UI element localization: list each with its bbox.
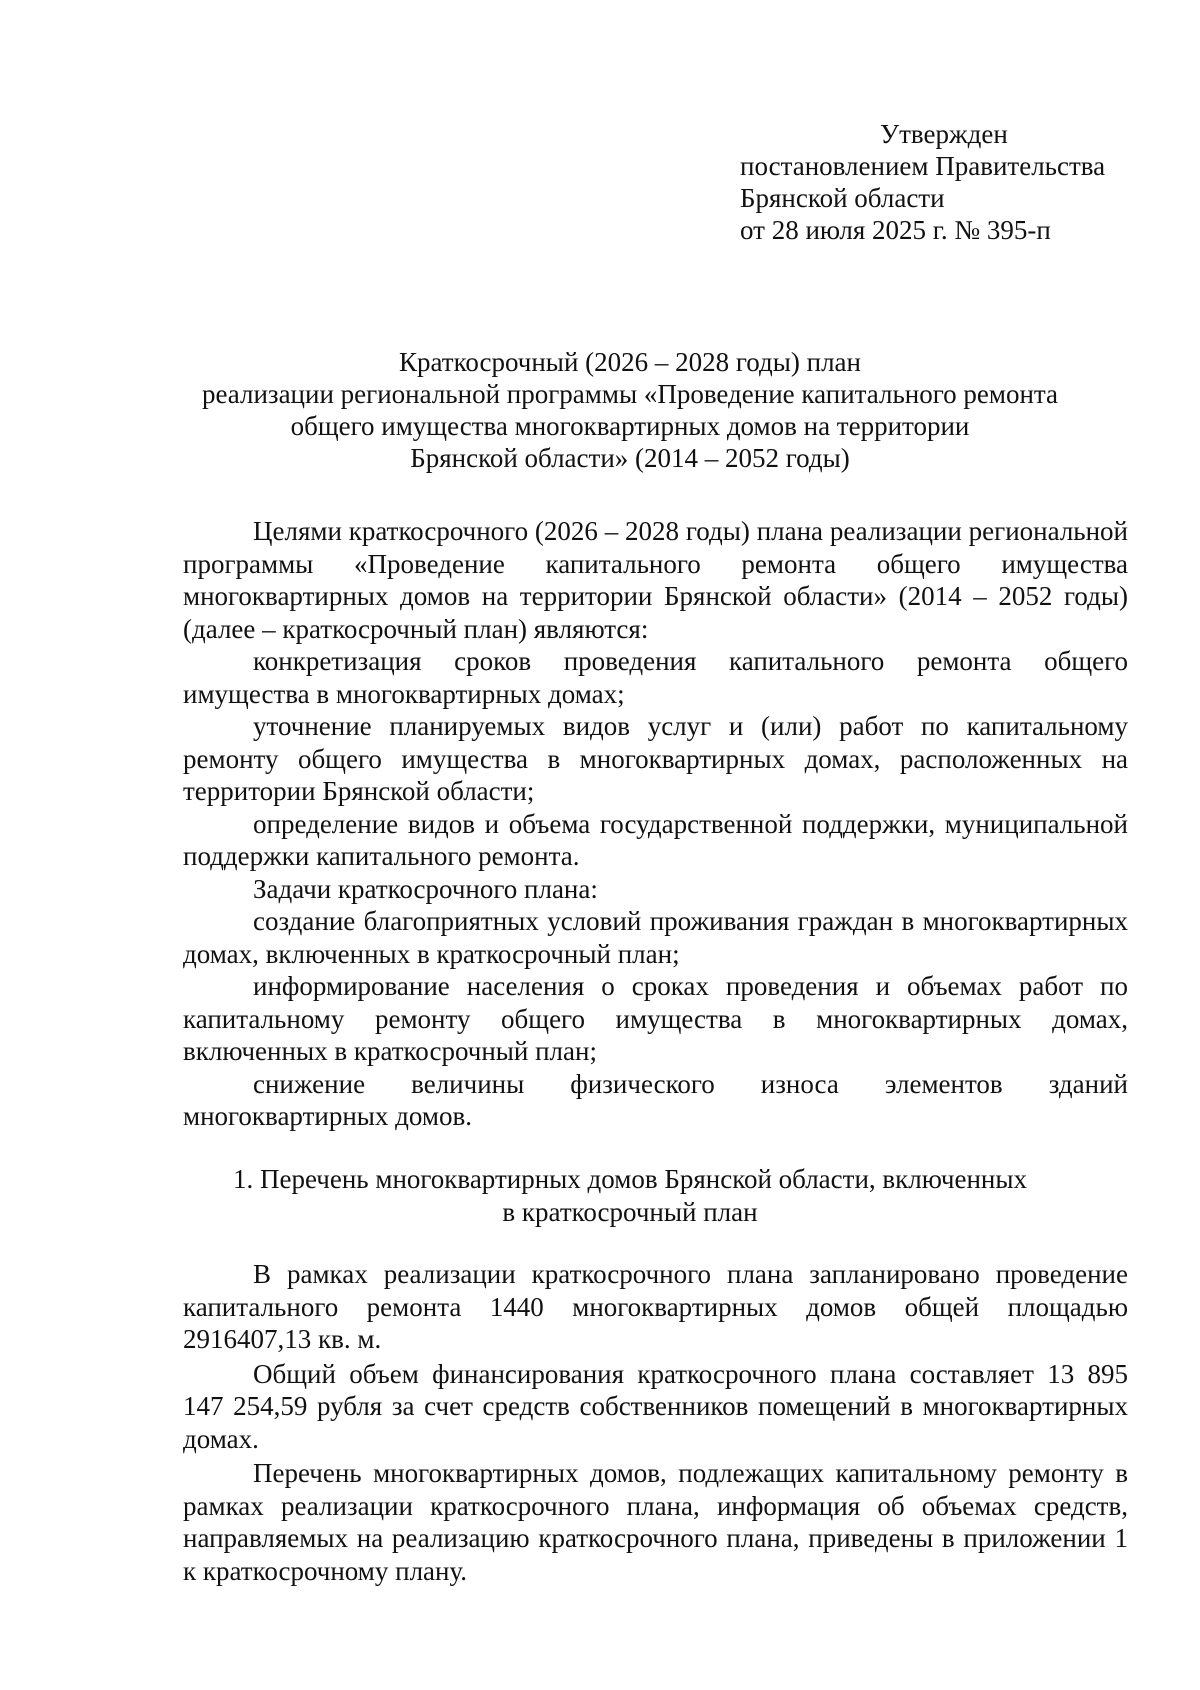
section-1-heading-line-1: 1. Перечень многоквартирных домов Брянской области, включенных: [233, 1164, 1027, 1194]
document-title: [180, 346, 1080, 474]
section-1-paragraph: Перечень многоквартирных домов, подлежащих капитальному ремонту в рамках реализации краткосрочного плана, информация об объемах средств, направляемых на реализацию краткосрочного плана, приведены в приложении 1 к краткосрочному плану.: [183, 1458, 1128, 1586]
goal-item: конкретизация сроков проведения капитального ремонта общего имущества в многоквартирных домах;: [183, 646, 1128, 709]
goal-item: уточнение планируемых видов услуг и (или) работ по капитальному ремонту общего имущества в многоквартирных домах, расположенных на территории Брянской области;: [183, 711, 1128, 806]
goals-intro-paragraph: Целями краткосрочного (2026 – 2028 годы) плана реализации региональной программы «Проведение капитального ремонта общего имущества многоквартирных домов на территории Брянской области» (2014 – 2052 годы) (далее – краткосрочный план) являются:: [183, 516, 1128, 644]
section-1-body: [183, 1258, 1128, 1589]
approval-stamp: [740, 118, 1105, 246]
approval-line-region: Брянской области: [740, 183, 945, 213]
goal-item: определение видов и объема государственной поддержки, муниципальной поддержки капитального ремонта.: [183, 808, 1128, 871]
section-1-paragraph: В рамках реализации краткосрочного плана запланировано проведение капитального ремонта 1440 многоквартирных домов общей площадью 2916407,13 кв. м.: [183, 1259, 1128, 1354]
tasks-heading: Задачи краткосрочного плана:: [253, 873, 598, 904]
approval-line-approved: Утвержден: [880, 119, 1008, 149]
section-1-paragraph: Общий объем финансирования краткосрочного плана составляет 13 895 147 254,59 рубля за счет средств собственников помещений в многоквартирных домах.: [183, 1358, 1128, 1454]
task-item: информирование населения о сроках проведения и объемах работ по капитальному ремонту общего имущества в многоквартирных домах, включенных в краткосрочный план;: [183, 971, 1128, 1066]
task-item: снижение величины физического износа элементов зданий многоквартирных домов.: [183, 1068, 1128, 1131]
section-1-heading: [180, 1163, 1080, 1229]
task-item: создание благоприятных условий проживания граждан в многоквартирных домах, включенных в краткосрочный план;: [183, 906, 1128, 969]
section-1-heading-line-2: в краткосрочный план: [502, 1197, 758, 1227]
title-line-2: реализации региональной программы «Проведение капитального ремонта: [201, 379, 1059, 409]
approval-line-resolution: постановлением Правительства: [740, 151, 1106, 181]
goals-and-tasks-section: [183, 515, 1128, 1133]
approval-line-date-number: от 28 июля 2025 г. № 395-п: [740, 215, 1051, 245]
title-line-3: общего имущества многоквартирных домов на территории: [290, 411, 970, 441]
title-line-4: Брянской области» (2014 – 2052 годы): [410, 443, 850, 473]
title-line-1: Краткосрочный (2026 – 2028 годы) план: [398, 347, 861, 377]
